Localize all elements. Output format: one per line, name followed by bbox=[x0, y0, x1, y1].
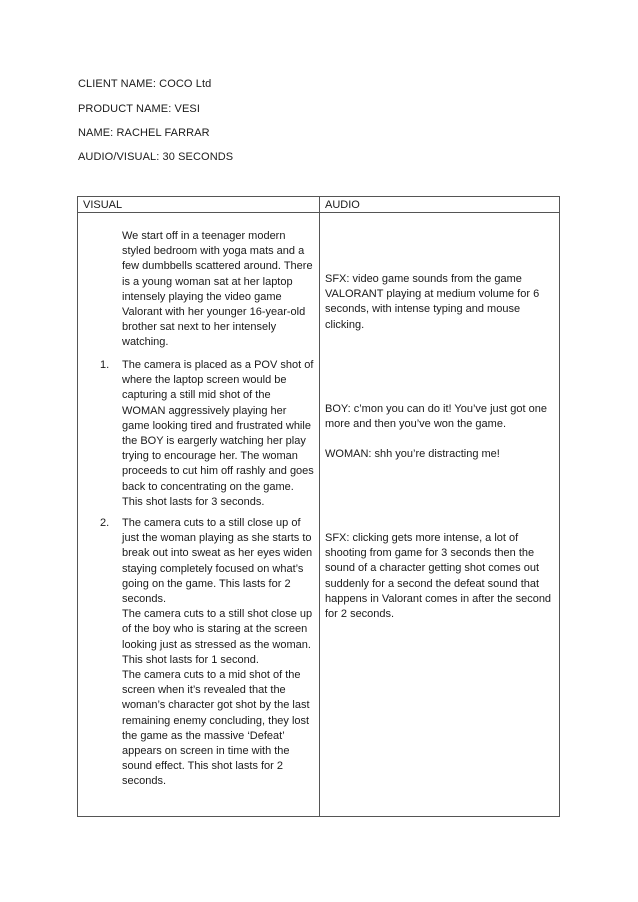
visual-column-header: VISUAL bbox=[83, 199, 123, 211]
audio-cell-intro bbox=[325, 272, 555, 333]
product-name: PRODUCT NAME: VESI bbox=[78, 103, 201, 115]
row-number: 2. bbox=[100, 517, 110, 529]
visual-cell-shot-2: The camera cuts to a still close up of just the woman playing as she starts to break out into sweat as her eyes widen staying completely focused on what’s going on the game. This lasts for 2 seconds. The camera cuts to a still shot close up of the boy who is staring at the screen looking just as stressed as the woman. This shot lasts for 1 second. The camera cuts to a mid shot of the screen when it’s revealed that the woman’s character got shot by the last remaining enemy concluding, they lost the game as the massive ‘Defeat’ appears on screen in time with the sound effect. This shot lasts for 2 seconds. bbox=[122, 517, 313, 788]
audio-line: SFX: video game sounds from the game VALORANT playing at medium volume for 6 seconds, with intense typing and mouse clicking. bbox=[325, 273, 540, 331]
audio-cell-shot-1 bbox=[325, 402, 555, 463]
script-table bbox=[77, 196, 560, 817]
author-name: NAME: RACHEL FARRAR bbox=[78, 127, 210, 139]
audio-visual-duration: AUDIO/VISUAL: 30 SECONDS bbox=[78, 151, 234, 163]
row-number: 1. bbox=[100, 359, 110, 371]
visual-cell-intro: We start off in a teenager modern styled bedroom with yoga mats and a few dumbbells scattered around. There is a young woman sat at her laptop intensely playing the video game Valorant with her younger 16-year-old brother sat next to her intensely watching. bbox=[122, 230, 313, 349]
audio-line: SFX: clicking gets more intense, a lot of shooting from game for 3 seconds then the sound of a character getting shot comes out suddenly for a second the defeat sound that happens in Valorant comes in after the second for 2 seconds. bbox=[325, 532, 552, 621]
audio-line: WOMAN: shh you’re distracting me! bbox=[325, 448, 500, 461]
audio-column-header: AUDIO bbox=[325, 199, 360, 211]
visual-cell-shot-1: The camera is placed as a POV shot of where the laptop screen would be capturing a still mid shot of the WOMAN aggressively playing her game looking tired and frustrated while the BOY is eargerly watching her play trying to encourage her. The woman proceeds to cut him off rashly and goes back to concentrating on the game. This shot lasts for 3 seconds. bbox=[122, 359, 314, 508]
audio-line: BOY: c’mon you can do it! You’ve just got one more and then you’ve won the game. bbox=[325, 403, 547, 431]
client-name: CLIENT NAME: COCO Ltd bbox=[78, 78, 212, 90]
column-divider bbox=[319, 197, 320, 816]
audio-cell-shot-2 bbox=[325, 531, 555, 622]
